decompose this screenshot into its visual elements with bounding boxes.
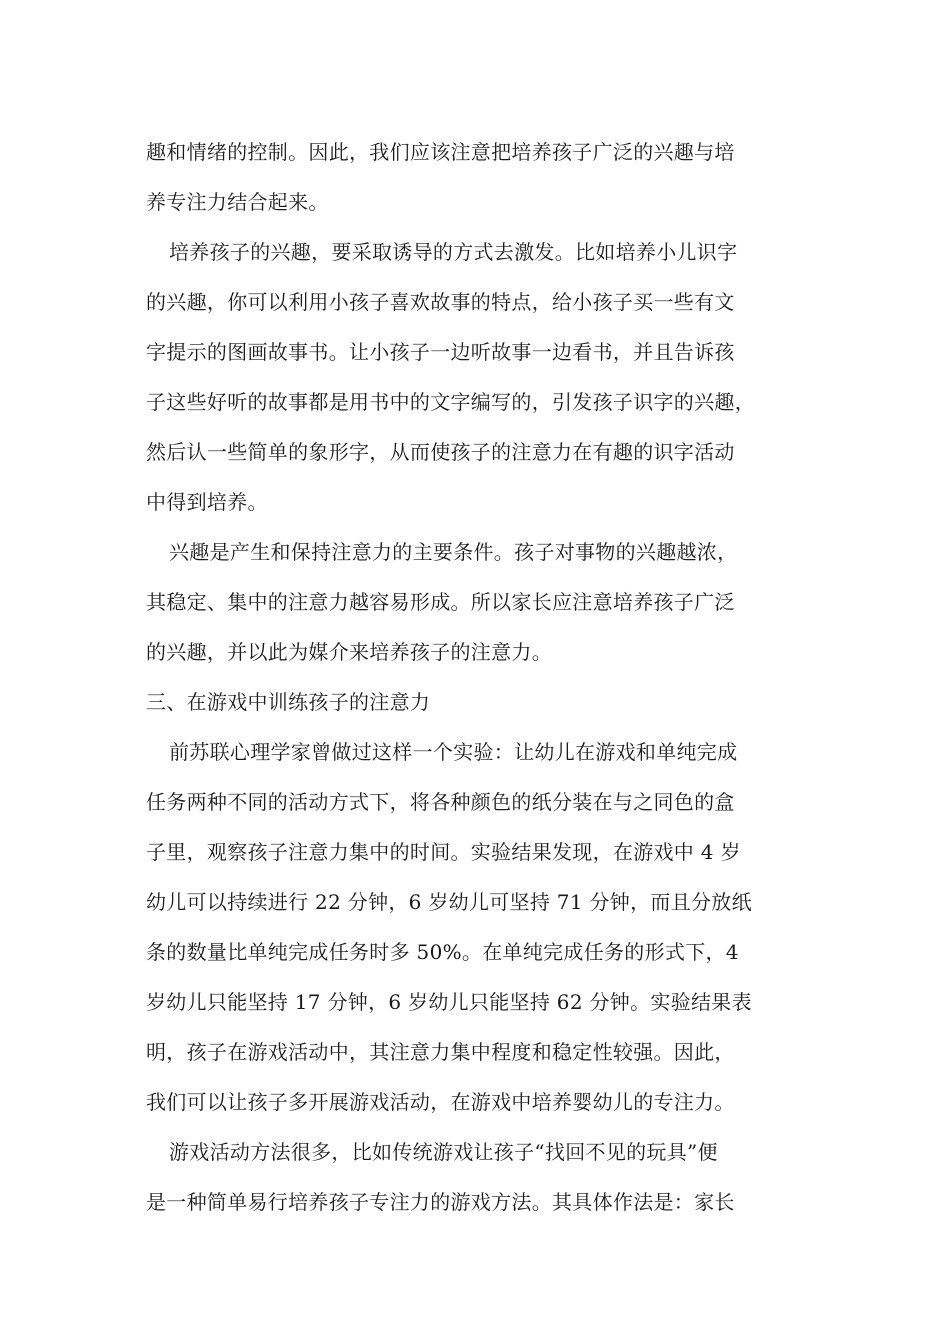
paragraph-start-line: 培养孩子的兴趣，要采取诱导的方式去激发。比如培养小儿识字 [169,240,738,264]
text-line: 幼儿可以持续进行 22 分钟，6 岁幼儿可坚持 71 分钟，而且分放纸 [146,890,752,914]
section-heading: 三、在游戏中训练孩子的注意力 [146,690,431,714]
paragraph-start-line: 前苏联心理学家曾做过这样一个实验：让幼儿在游戏和单纯完成 [169,740,738,764]
text-line: 的兴趣，你可以利用小孩子喜欢故事的特点，给小孩子买一些有文 [146,290,735,314]
text-line: 子这些好听的故事都是用书中的文字编写的，引发孩子识字的兴趣， [146,390,755,414]
text-line: 趣和情绪的控制。因此，我们应该注意把培养孩子广泛的兴趣与培 [146,140,735,164]
text-line: 是一种简单易行培养孩子专注力的游戏方法。其具体作法是：家长 [146,1190,735,1214]
text-line: 子里，观察孩子注意力集中的时间。实验结果发现，在游戏中 4 岁 [146,840,741,864]
text-line: 任务两种不同的活动方式下，将各种颜色的纸分装在与之同色的盒 [146,790,735,814]
paragraph-start-line: 游戏活动方法很多，比如传统游戏让孩子“找回不见的玩具”便 [169,1140,718,1164]
paragraph-start-line: 兴趣是产生和保持注意力的主要条件。孩子对事物的兴趣越浓， [169,540,738,564]
text-line: 字提示的图画故事书。让小孩子一边听故事一边看书，并且告诉孩 [146,340,735,364]
document-body [146,127,806,1227]
text-line: 条的数量比单纯完成任务时多 50%。在单纯完成任务的形式下，4 [146,940,739,964]
text-line: 其稳定、集中的注意力越容易形成。所以家长应注意培养孩子广泛 [146,590,735,614]
text-line: 中得到培养。 [146,490,268,514]
text-line: 养专注力结合起来。 [146,190,329,214]
text-line: 的兴趣，并以此为媒介来培养孩子的注意力。 [146,640,552,664]
text-line: 明，孩子在游戏活动中，其注意力集中程度和稳定性较强。因此， [146,1040,735,1064]
text-line: 然后认一些简单的象形字，从而使孩子的注意力在有趣的识字活动 [146,440,735,464]
text-line: 我们可以让孩子多开展游戏活动，在游戏中培养婴幼儿的专注力。 [146,1090,735,1114]
text-line: 岁幼儿只能坚持 17 分钟，6 岁幼儿只能坚持 62 分钟。实验结果表 [146,990,752,1014]
